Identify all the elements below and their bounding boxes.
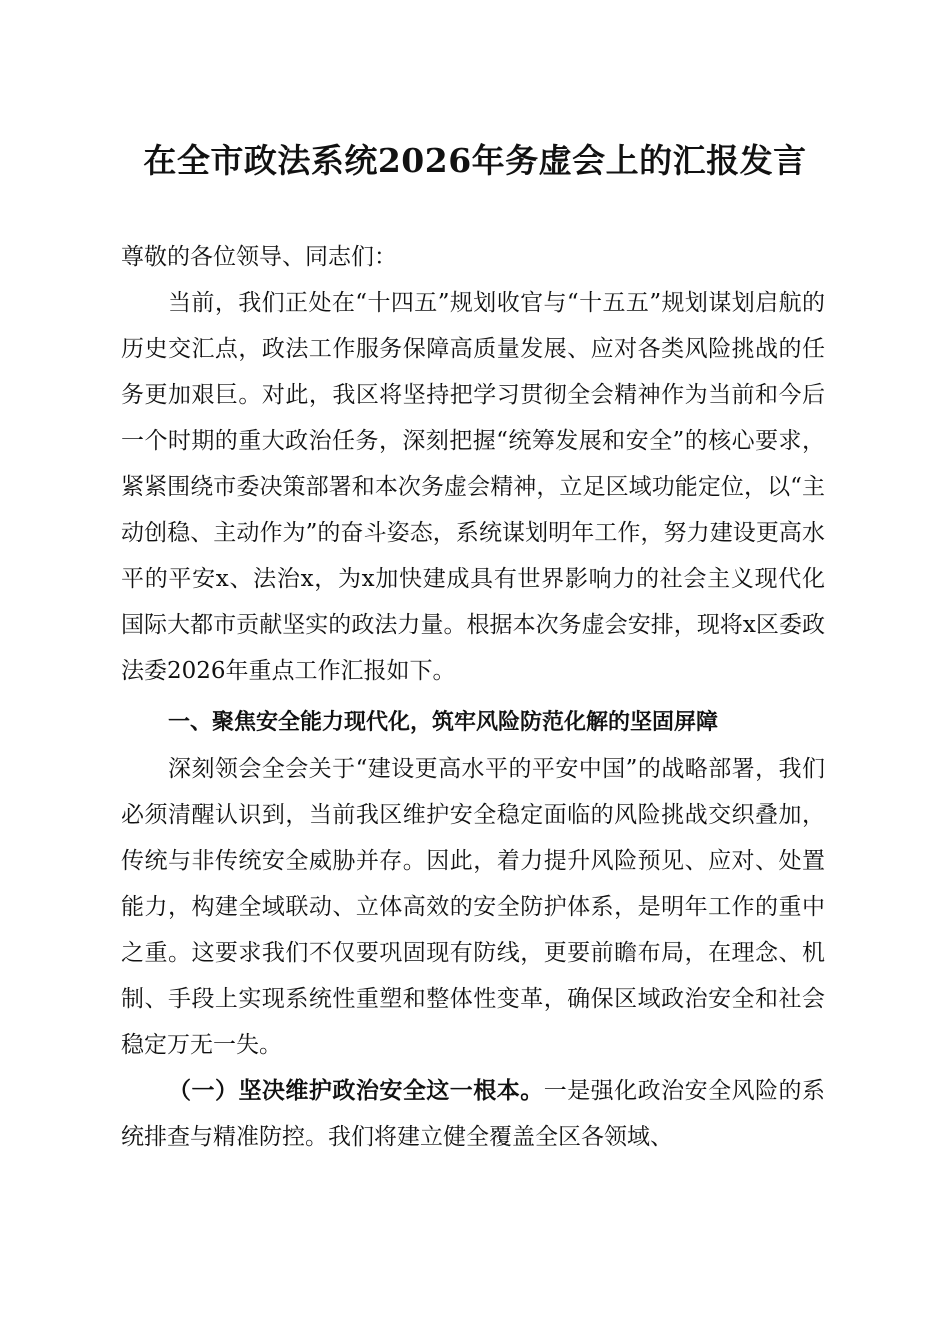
section-heading: 一、聚焦安全能力现代化，筑牢风险防范化解的坚固屏障: [168, 710, 719, 735]
subsection-heading: （一）坚决维护政治安全这一根本。: [168, 1077, 544, 1104]
subsection-text: 一是强化政治安全风险的系统排查与精准防控。我们将建立健全覆盖全区各领域、: [121, 1078, 826, 1150]
section-paragraph: 深刻领会全会关于“建设更高水平的平安中国”的战略部署，我们必须清醒认识到，当前我区维护安全稳定面临的风险挑战交织叠加，传统与非传统安全威胁并存。因此，着力提升风险预见、应对、处置能力，构建全域联动、立体高效的安全防护体系，是明年工作的重中之重。这要求我们不仅要巩固现有防线，更要前瞻布局，在理念、机制、手段上实现系统性重塑和整体性变革，确保区域政治安全和社会稳定万无一失。: [121, 756, 825, 1058]
subsection-paragraph: [121, 1068, 825, 1160]
document-title: 在全市政法系统2026年务虚会上的汇报发言: [143, 141, 807, 180]
document-body: [121, 234, 825, 1160]
intro-paragraph: 当前，我们正处在“十四五”规划收官与“十五五”规划谋划启航的历史交汇点，政法工作服务保障高质量发展、应对各类风险挑战的任务更加艰巨。对此，我区将坚持把学习贯彻全会精神作为当前和今后一个时期的重大政治任务，深刻把握“统筹发展和安全”的核心要求，紧紧围绕市委决策部署和本次务虚会精神，立足区域功能定位，以“主动创稳、主动作为”的奋斗姿态，系统谋划明年工作，努力建设更高水平的平安x、法治x，为x加快建成具有世界影响力的社会主义现代化国际大都市贡献坚实的政法力量。根据本次务虚会安排，现将x区委政法委2026年重点工作汇报如下。: [121, 290, 825, 684]
salutation: 尊敬的各位领导、同志们：: [121, 244, 397, 270]
